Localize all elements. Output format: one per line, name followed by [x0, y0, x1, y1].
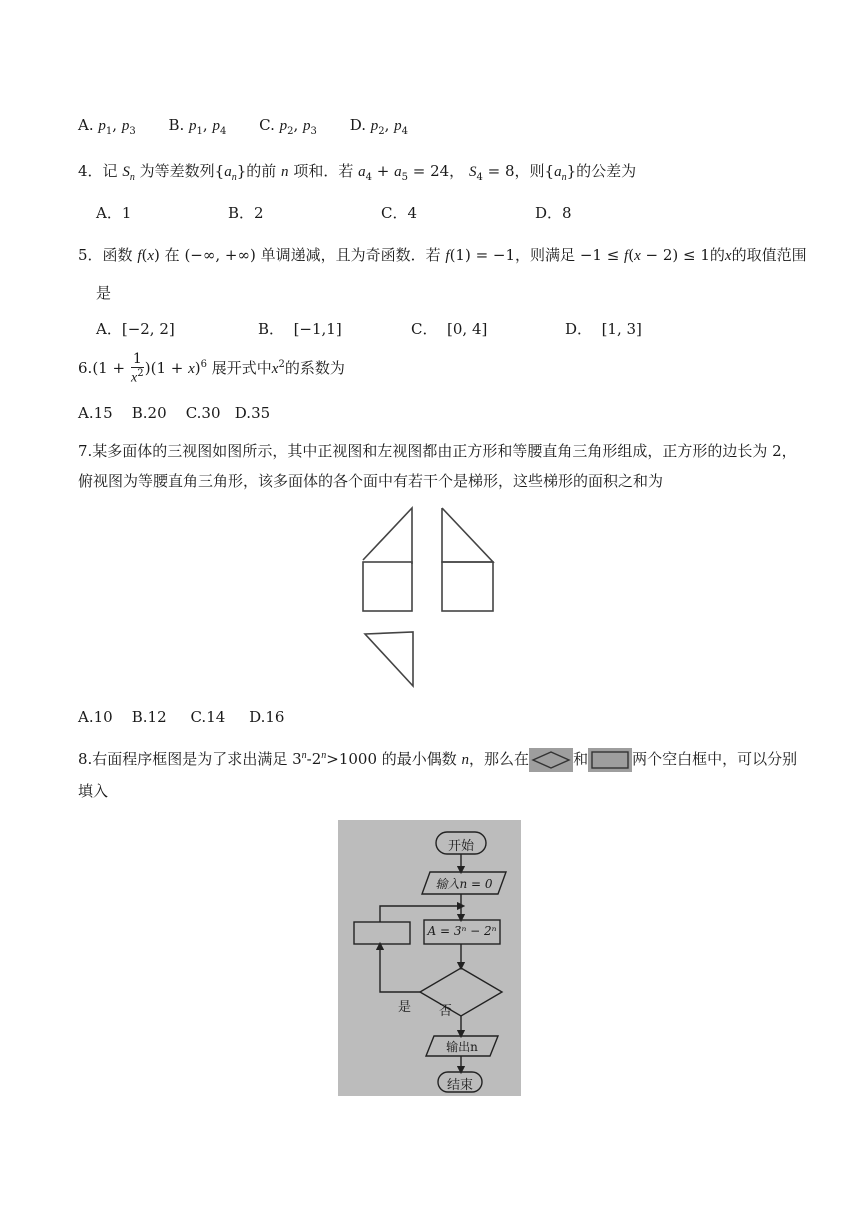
flow-no-label: 否	[439, 1004, 453, 1019]
q5-option-a: A．[−2, 2]	[96, 320, 175, 338]
q4-option-a: A．1	[96, 204, 132, 222]
blank-rectangle-icon	[588, 748, 632, 772]
flow-output-label: 输出n	[446, 1040, 478, 1054]
q5-option-d: D． [1, 3]	[565, 320, 642, 338]
flowchart-figure	[338, 820, 521, 1096]
top-view	[365, 632, 413, 686]
q3-options	[78, 116, 408, 137]
q8-line-2: 填入	[78, 782, 109, 800]
q4-option-c: C．4	[381, 204, 418, 222]
flow-end-label: 结束	[446, 1078, 473, 1093]
q3-option-c: C. $p_2$, $p_3$	[259, 116, 317, 137]
front-view	[363, 508, 412, 611]
q7-line-1: 7.某多面体的三视图如图所示，其中正视图和左视图都由正方形和等腰直角三角形组成，正方形的边长为 2，	[78, 442, 797, 460]
q5-question-cont: 是	[96, 284, 112, 302]
q5-option-c: C． [0, 4]	[411, 320, 488, 338]
flow-input-label: 输入n = 0	[435, 877, 493, 891]
flow-start-label: 开始	[447, 839, 474, 854]
q5-question: 5．函数 f(x) 在 (−∞, +∞) 单调递减，且为奇函数．若 f(1) = −1，则满足 −1 ≤ f(x − 2) ≤ 1的x的取值范围	[78, 246, 807, 264]
flow-yes-label: 是	[398, 1000, 412, 1015]
q4-question: 4．记 $S_n$ 为等差数列$\{a_n\}$的前 n 项和．若 $a_4 + a_5 = 24$， $S_4 = 8$，则$\{a_n\}$的公差为	[78, 162, 637, 183]
q5-option-b: B． [−1,1]	[258, 320, 342, 338]
q3-option-d: D. $p_2$, $p_4$	[349, 116, 409, 137]
flow-assign-label: A = 3ⁿ − 2ⁿ	[427, 924, 497, 938]
q6-question: 6.(1 + $\frac{1}{x^2}$ )$(1 + x)^6$ 展开式中$x^2$的系数为	[78, 351, 345, 386]
three-views-figure	[355, 506, 435, 691]
q4-option-d: D．8	[535, 204, 572, 222]
q3-option-a: A. $p_1$, $p_3$	[78, 116, 136, 137]
fraction-1-over-x2: $\frac{1}{x^2}$	[130, 351, 144, 386]
q4-option-b: B．2	[228, 204, 264, 222]
side-view	[442, 508, 493, 611]
blank-diamond-icon	[529, 748, 573, 772]
flow-blank-box	[354, 922, 410, 944]
q3-option-b: B. $p_1$, $p_4$	[168, 116, 227, 137]
q8-line-1: 8.右面程序框图是为了求出满足 $3^n-2^n>1000$ 的最小偶数 n，那么在 和 两个空白框中，可以分别	[78, 748, 797, 772]
flow-decision-diamond	[420, 968, 502, 1016]
q6-options: A.15 B.20 C.30 D.35	[78, 404, 271, 422]
q7-line-2: 俯视图为等腰直角三角形，该多面体的各个面中有若干个是梯形，这些梯形的面积之和为	[78, 472, 664, 490]
q7-options: A.10 B.12 C.14 D.16	[78, 708, 285, 726]
